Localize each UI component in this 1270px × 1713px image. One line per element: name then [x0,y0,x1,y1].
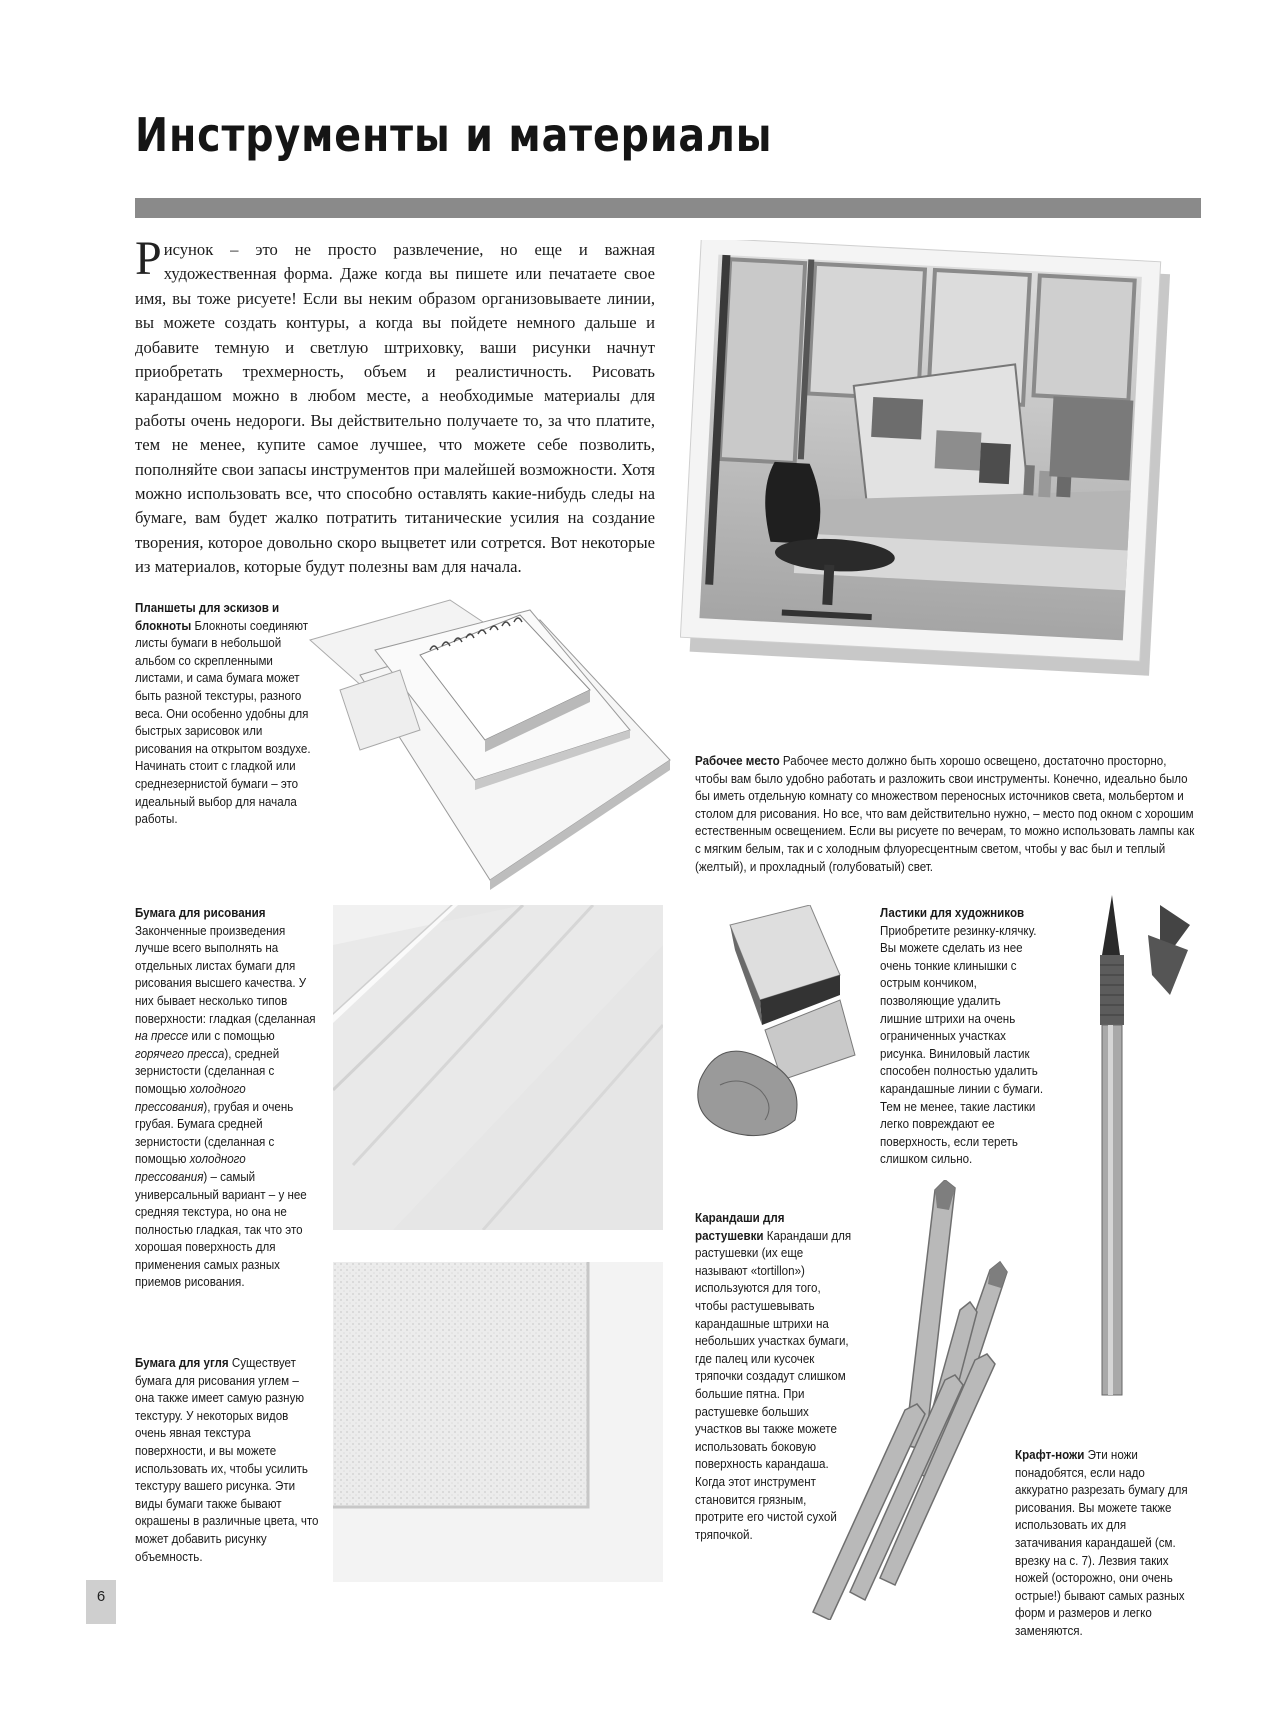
erasers-heading: Ластики для художников [880,906,1025,920]
sketchpads-illustration [300,580,680,890]
sketchpads-heading: Планшеты для эскизов и блокноты [135,601,280,633]
drawing-paper-text-5: ) – самый универсальный вариант – у нее средняя текстура, но она не полностью гладкая, так что это хорошая поверхность для применения самых разных приемов рисования. [135,1169,307,1290]
knives-text: Эти ножи понадобятся, если надо аккуратно разрезать бумагу для рисования. Вы можете также использовать их для затачивания карандашей (см. врезку на с. 7). Лезвия таких ножей (осторожно, они очень острые!) бывают самых разных форм и размеров и легко заменяются. [1015,1448,1188,1638]
drawing-paper-caption [135,905,319,1292]
stumps-text: Карандаши для растушевки (их еще называют «tortillon») используются для того, чтобы растушевывать карандашные штрихи на небольших участках бумаги, где палец или кусочек тряпочки создадут слишком большие пятна. При растушевке больших участков вы также можете использовать боковую поверхность карандаша. Когда этот инструмент становится грязным, протрите его чистой сухой тряпочкой. [695,1228,852,1542]
drawing-paper-italic-4: холодного прессования [135,1152,246,1184]
charcoal-paper-heading: Бумага для угля [135,1356,229,1370]
intro-paragraph [135,232,655,580]
studio-photo [680,240,1180,680]
knives-caption [1015,1447,1190,1641]
workplace-heading: Рабочее место [695,754,780,768]
drawing-paper-heading: Бумага для рисования [135,906,266,920]
title-underline-bar [135,198,1201,218]
charcoal-paper-text: Существует бумага для рисования углем – она также имеет самую разную текстуру. У некоторых видов очень явная текстура поверхности, и вы можете использовать их, чтобы усилить текстуру вашего рисунка. Эти виды бумаги также бывают окрашены в различные цвета, что может добавить рисунку объемность. [135,1356,319,1564]
drawing-paper-text-3: ), средней зернистости (сделанная с помощью [135,1046,280,1096]
workplace-text: Рабочее место должно быть хорошо освещено, достаточно просторно, чтобы вам было удобно работать и разложить свои инструменты. Конечно, идеально было бы иметь отдельную комнату со множеством переносных источников света, мольбертом и столом для рисования. Но все, что вам действительно нужно, – место под окном с хорошим естественным освещением. Если вы рисуете по вечерам, то можно использовать лампы как с мягким белым, так и с холодным флуоресцентным светом, чтобы у вас был и теплый (желтый), и прохладный (голубоватый) свет. [695,754,1195,874]
drawing-paper-text-4: ), грубая и очень грубая. Бумага средней зернистости (сделанная с помощью [135,1099,294,1167]
stumps-heading: Карандаши для растушевки [695,1211,785,1243]
drawing-paper-italic-1: на прессе [135,1029,189,1044]
page-title: Инструменты и материалы [135,108,773,162]
workplace-caption [695,753,1201,876]
drawing-paper-image [333,905,663,1230]
drop-cap: Р [135,232,162,285]
drawing-paper-italic-3: холодного прессования [135,1081,246,1114]
tortillons-image [805,1180,1015,1620]
page-number: 6 [96,1588,106,1605]
erasers-text: Приобретите резинку-клячку. Вы можете сделать из нее очень тонкие клинышки с острым кончиком, позволяющие удалить лишние штрихи на очень ограниченных участках рисунка. Виниловый ластик способен полностью удалить карандашные линии с бумаги. Тем не менее, такие ластики легко повреждают ее поверхность, если тереть слишком сильно. [880,923,1044,1167]
sketchpads-text: Блокноты соединяют листы бумаги в небольшой альбом со скрепленными листами, и сама бумага может быть разной текстуры, разного веса. Они особенно удобны для быстрых зарисовок или рисования на открытом воздухе. Начинать стоит с гладкой или среднезернистой бумаги – это идеальный выбор для начала работы. [135,618,311,827]
sketchpads-caption [135,600,319,829]
knives-heading: Крафт-ножи [1015,1448,1085,1462]
drawing-paper-text-1: Законченные произведения лучше всего выполнять на отдельных листах бумаги для рисования высшего качества. У них бывает несколько типов поверхности: гладкая (сделанная [135,923,316,1026]
erasers-caption [880,905,1046,1169]
drawing-paper-italic-2: горячего пресса [135,1046,225,1061]
charcoal-paper-caption [135,1355,319,1566]
erasers-image [690,905,880,1140]
craft-knife-image [1090,895,1200,1405]
charcoal-paper-image [333,1262,663,1582]
drawing-paper-text-2: или с помощью [188,1029,275,1044]
intro-text: исунок – это не просто развлечение, но еще и важная художественная форма. Даже когда вы пишете или печатаете свое имя, вы тоже рисуете! Если вы неким образом организовываете линии, вы можете создать контуры, а когда вы пойдете немного дальше и добавите темную и светлую штриховку, ваши рисунки начнут приобретать трехмерность, объем и реалистичность. Рисовать карандашом можно в любом месте, а необходимые материалы для работы очень недороги. Вы действительно получаете то, за что платите, тем не менее, купите самое лучшее, что можете себе позволить, пополняйте свои запасы инструментов при малейшей возможности. Хотя можно использовать все, что способно оставлять какие-нибудь следы на бумаге, вам будет жалко потратить титанические усилия на создание творения, которое довольно скоро выцветет или сотрется. Вот некоторые из материалов, которые будут полезны вам для начала. [135,240,655,577]
